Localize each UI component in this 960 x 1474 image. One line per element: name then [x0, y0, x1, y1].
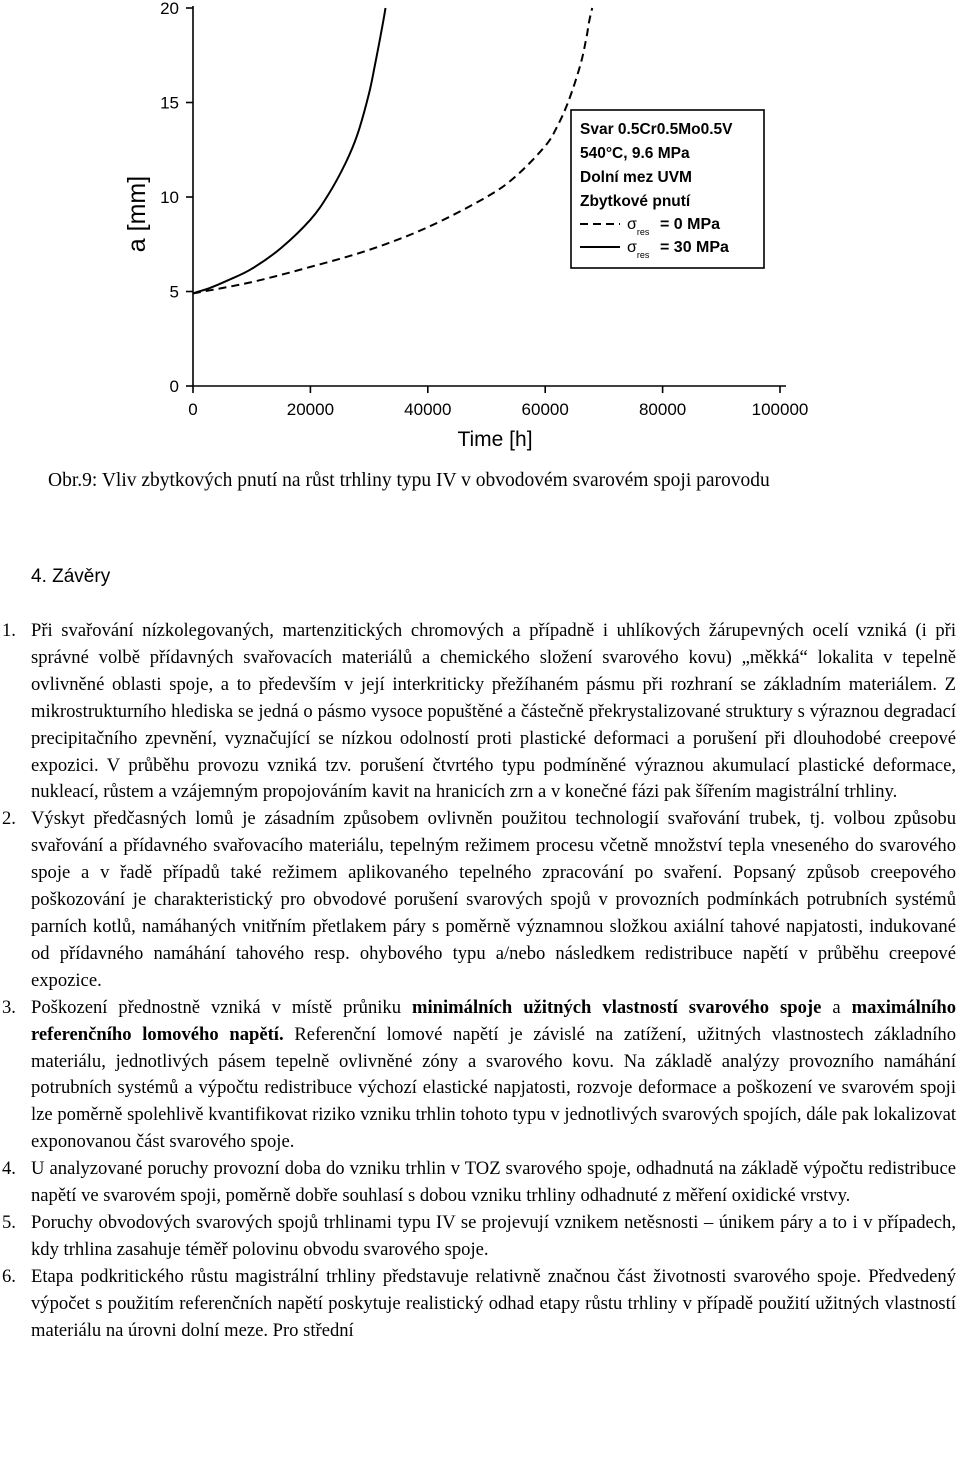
plot-series: [193, 8, 592, 293]
x-tick-label: 20000: [286, 400, 335, 419]
legend-entry-0mpa: = 0 MPa: [660, 216, 721, 233]
y-tick-label: 5: [169, 282, 179, 302]
item-text: Poruchy obvodových svarových spojů trhlinami typu IV se projevují vznikem netěsnosti – únikem páry a to i v případech, kdy trhlina zasahuje téměř polovinu obvodu svarového spoje.: [31, 1211, 956, 1260]
list-item: [0, 1210, 960, 1264]
list-item: [0, 995, 960, 1156]
bold-text: maximálního referenčního lomového napětí.: [31, 996, 956, 1045]
legend-sigma-2: $\sigma_{res}$: [627, 239, 650, 260]
y-tick-label: 15: [160, 93, 179, 113]
item-number: 1.: [2, 620, 16, 641]
item-number: 5.: [2, 1211, 16, 1233]
list-item: [0, 1264, 960, 1345]
list-item: [0, 618, 960, 806]
x-axis-label: Time [h]: [457, 428, 533, 451]
section-heading: 4. Závěry: [31, 566, 111, 587]
y-axis-label: a [mm]: [123, 175, 151, 253]
conclusions-list: [0, 618, 960, 1344]
list-item: [0, 1156, 960, 1210]
legend-line-2: 540°C, 9.6 MPa: [580, 145, 690, 162]
legend-sigma-1: $\sigma_{res}$: [627, 216, 650, 237]
x-tick-label: 80000: [638, 400, 687, 419]
y-tick-label: 20: [160, 0, 179, 18]
item-number: 4.: [2, 1158, 16, 1180]
x-tick-label: 0: [188, 400, 198, 419]
legend-line-1: Svar 0.5Cr0.5Mo0.5V: [580, 121, 733, 138]
item-number: 2.: [2, 808, 16, 830]
x-tick-label: 60000: [521, 400, 569, 419]
item-text: Při svařování nízkolegovaných, martenzitických chromových a případně i uhlíkových žárupevných ocelí vzniká (i při správné volbě přídavných svařovacích materiálů a chemického složení svarového kovu) „měkká“ lokalita v tepelně ovlivněné oblasti spoje, a to především v její interkriticky přežíhaném pásmu při rozhraní se základním materiálem. Z mikrostrukturního hlediska se jedná o pásmo vysoce popuštěné a částečně překrystalizované struktury s výraznou degradací precipitačního zpevnění, vyznačující se nízkou odolností proti plastické deformaci a porušení při dlouhodobé creepové expozici. V průběhu provozu vzniká tzv. porušení čtvrtého typu podmíněné výraznou akumulací plastické deformace, nukleací, růstem a vzájemným propojováním kavit na hranicích zrn a v konečné fázi pak šířením magistrální trhliny.: [31, 620, 957, 803]
item-number: 3.: [2, 996, 16, 1018]
item-text: Poškození přednostně vzniká v místě průniku minimálních užitných vlastností svarového spoje a maximálního referenčního lomového napětí. Referenční lomové napětí je závislé na zatížení, užitných vlastnostech základního materiálu, jednotlivých pásem tepelně ovlivněné zóny a svarového kovu. Na základě analýzy provozního namáhání potrubních systémů a výpočtu redistribuce výchozí elastické napjatosti, rozvoje deformace a poškození ve svarovém spoji lze poměrně spolehlivě kvantifikovat riziko vzniku trhlin tohoto typu v jednotlivých svarových spojích, dále pak lokalizovat exponovanou část svarového spoje.: [31, 996, 957, 1153]
item-number: 6.: [2, 1265, 16, 1287]
series-line-30mpa: [193, 8, 386, 293]
x-tick-label: 100000: [751, 400, 809, 419]
legend-line-4: Zbytkové pnutí: [580, 193, 691, 210]
item-text: U analyzované poruchy provozní doba do vzniku trhlin v TOZ svarového spoje, odhadnutá na základě výpočtu redistribuce napětí ve svarovém spoji, poměrně dobře souhlasí s dobou vzniku trhliny odhadnuté z měření oxidické vrstvy.: [31, 1158, 956, 1207]
y-tick-label: 10: [160, 188, 179, 207]
legend-entry-30mpa: = 30 MPa: [660, 239, 729, 256]
series-line-0mpa: [193, 8, 592, 293]
legend: [571, 110, 764, 268]
item-text: Výskyt předčasných lomů je zásadním způsobem ovlivněn použitou technologií svařování trubek, tj. volbou způsobu svařování a přídavného svařovacího materiálu, tepelným režimem procesu včetně množství tepla vneseného do svarového spoje a v řadě případů také režimem aplikovaného tepelného zpracování po svaření. Popsaný způsob creepového poškozování je charakteristický pro obvodové porušení svarových spojů v provozních podmínkách potrubních systémů parních kotlů, namáhaných vnitřním přetlakem páry s poměrně významnou složkou axiální tahové napjatosti, indukované od přídavného namáhání tahového resp. ohybového typu a/nebo následkem redistribuce napětí v průběhu creepové expozice.: [31, 808, 957, 991]
legend-line-3: Dolní mez UVM: [580, 169, 692, 186]
item-text: Etapa podkritického růstu magistrální trhliny představuje relativně značnou část životnosti svarového spoje. Předvedený výpočet s použitím referenčních napětí poskytuje realistický odhad etapy růstu trhliny v případě použití užitných vlastností materiálu na úrovni dolní meze. Pro střední: [31, 1265, 956, 1341]
x-tick-label: 40000: [404, 400, 452, 419]
figure-caption: Obr.9: Vliv zbytkových pnutí na růst trhliny typu IV v obvodovém svarovém spoji parovodu: [48, 470, 770, 491]
bold-text: minimálních užitných vlastností svarového spoje: [412, 996, 822, 1018]
y-tick-label: 0: [169, 377, 179, 396]
list-item: [0, 806, 960, 994]
crack-growth-chart: [0, 0, 960, 462]
